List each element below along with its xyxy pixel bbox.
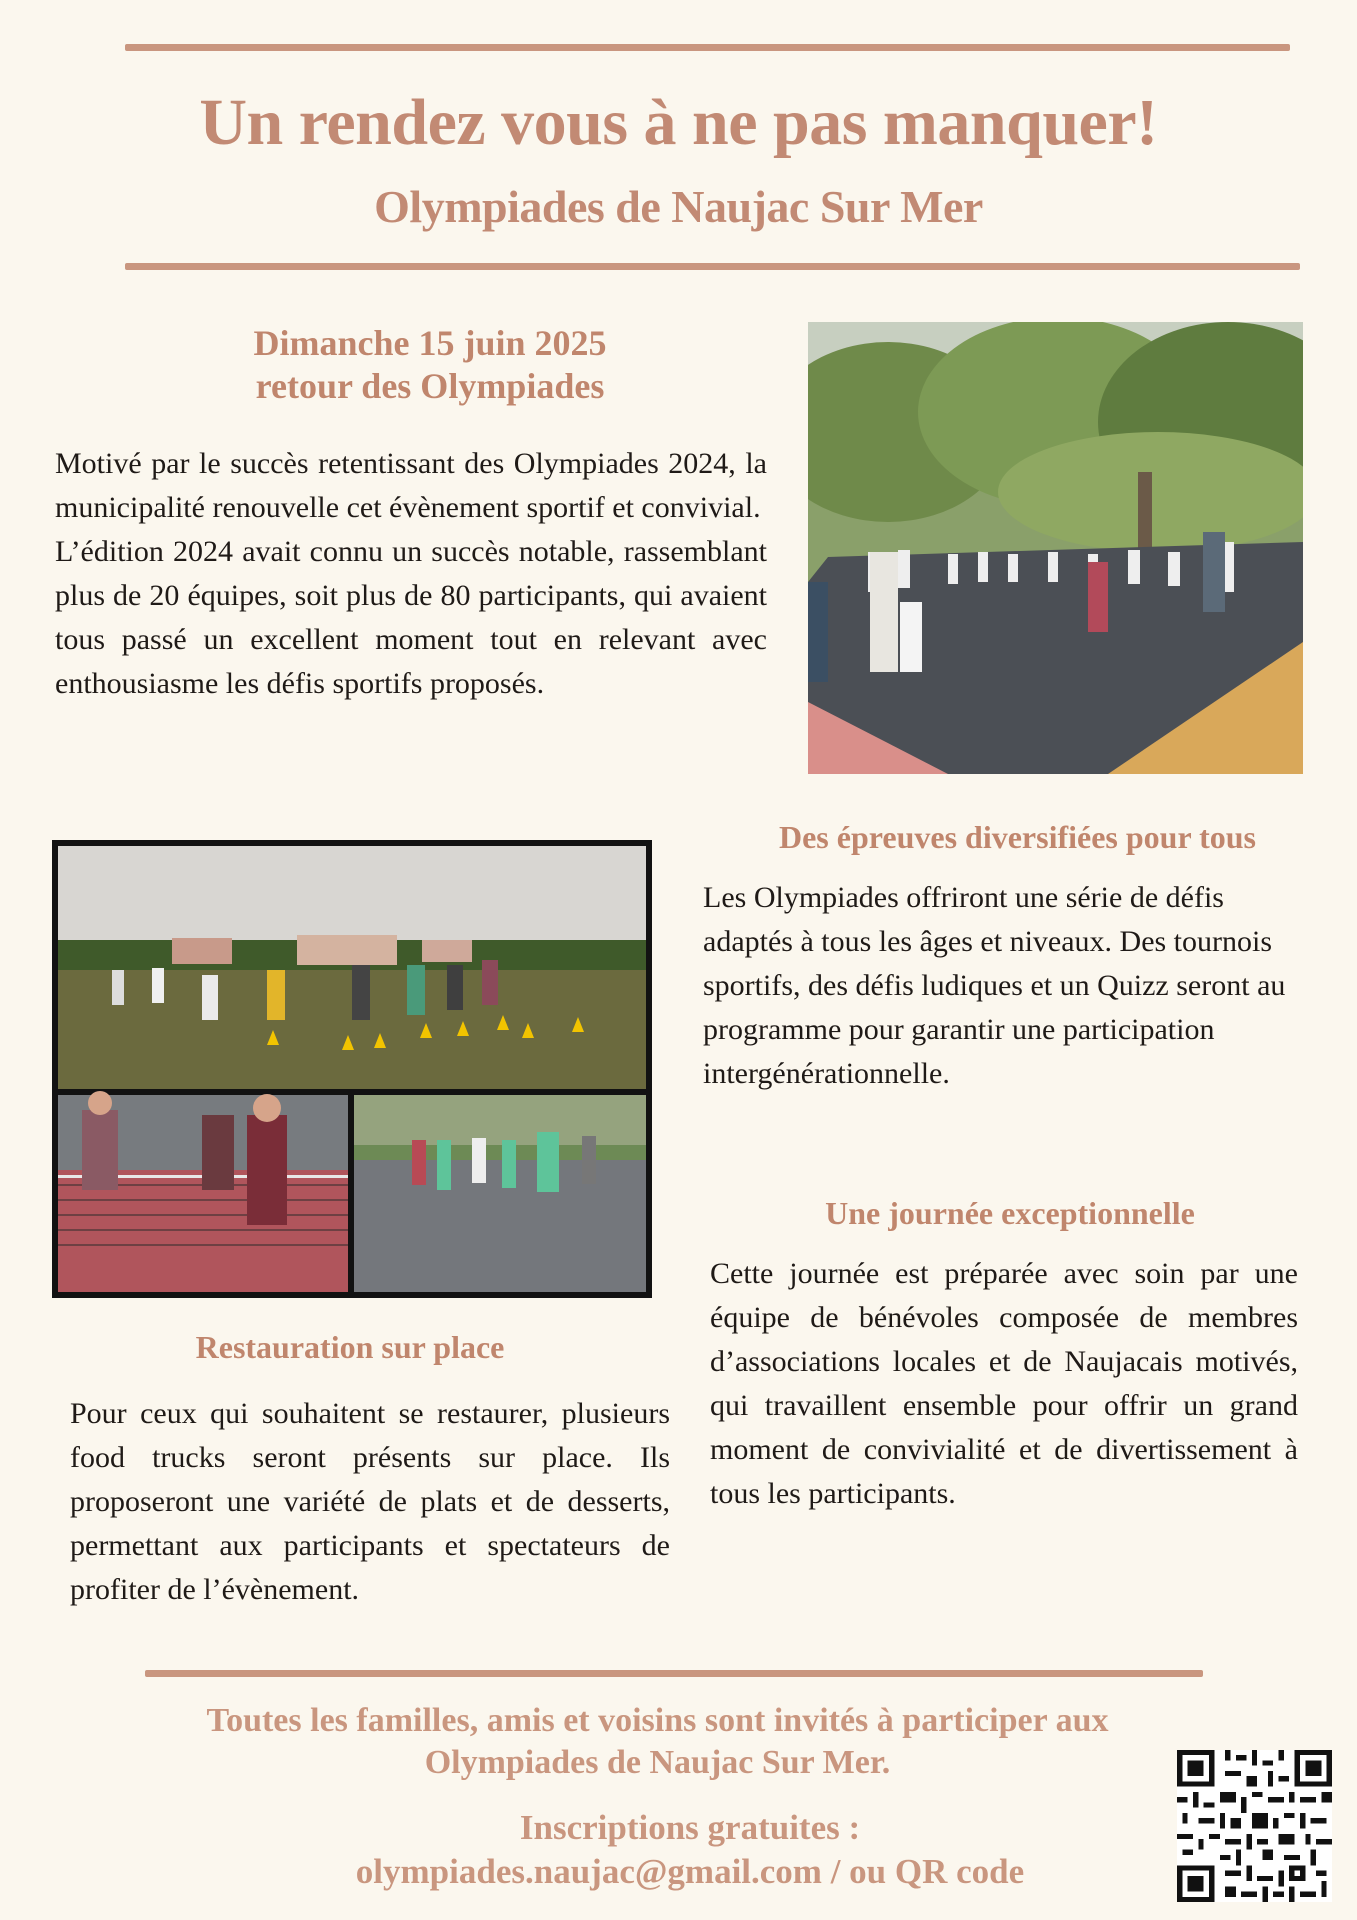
footer-inscriptions: Inscriptions gratuites :	[519, 1808, 861, 1847]
intro-paragraphs	[55, 442, 767, 706]
event-date: Dimanche 15 juin 2025	[253, 323, 607, 363]
epreuves-text: Les Olympiades offriront une série de défis adaptés à tous les âges et niveaux. Des tournois sportifs, des défis ludiques et un Quizz seront au programme pour garantir une participation intergénérationnelle.	[703, 881, 1286, 1090]
footer-invitation	[70, 1700, 1245, 1784]
restauration-text: Pour ceux qui souhaitent se restaurer, plusieurs food trucks seront présents sur place. Ils proposeront une variété de plats et de desserts, permettant aux participants et spectateurs de profiter de l’évènement.	[70, 1397, 670, 1606]
page-subtitle: Olympiades de Naujac Sur Mer	[374, 181, 983, 232]
photo-park-court	[808, 322, 1303, 774]
top-rule	[125, 44, 1290, 51]
qr-code-icon[interactable]	[1177, 1750, 1332, 1902]
epreuves-heading: Des épreuves diversifiées pour tous	[778, 819, 1256, 855]
event-date-heading	[140, 322, 720, 408]
footer-invite-line-1: Toutes les familles, amis et voisins sont invités à participer aux	[206, 1702, 1109, 1739]
event-return-line: retour des Olympiades	[255, 366, 605, 407]
footer-contact[interactable]: olympiades.naujac@gmail.com / ou QR code	[355, 1852, 1025, 1891]
page-title: Un rendez vous à ne pas manquer!	[199, 86, 1158, 159]
journee-heading: Une journée exceptionnelle	[825, 1195, 1195, 1231]
intro-paragraph-2: L’édition 2024 avait connu un succès notable, rassemblant plus de 20 équipes, soit plus de 80 participants, qui avaient tous passé un excellent moment tout en relevant avec enthousiasme les défis sportifs proposés.	[55, 535, 767, 700]
restauration-heading: Restauration sur place	[195, 1329, 505, 1365]
photo-collage	[52, 840, 652, 1298]
header-bottom-rule	[125, 263, 1300, 270]
footer-invite-line-2: Olympiades de Naujac Sur Mer.	[424, 1744, 891, 1781]
footer-rule	[145, 1670, 1203, 1677]
intro-paragraph-1: Motivé par le succès retentissant des Olympiades 2024, la municipalité renouvelle cet évènement sportif et convivial.	[55, 447, 767, 524]
journee-text: Cette journée est préparée avec soin par une équipe de bénévoles composée de membres d’associations locales et de Naujacais motivés, qui travaillent ensemble pour offrir un grand moment de convivialité et de divertissement à tous les participants.	[710, 1257, 1298, 1510]
